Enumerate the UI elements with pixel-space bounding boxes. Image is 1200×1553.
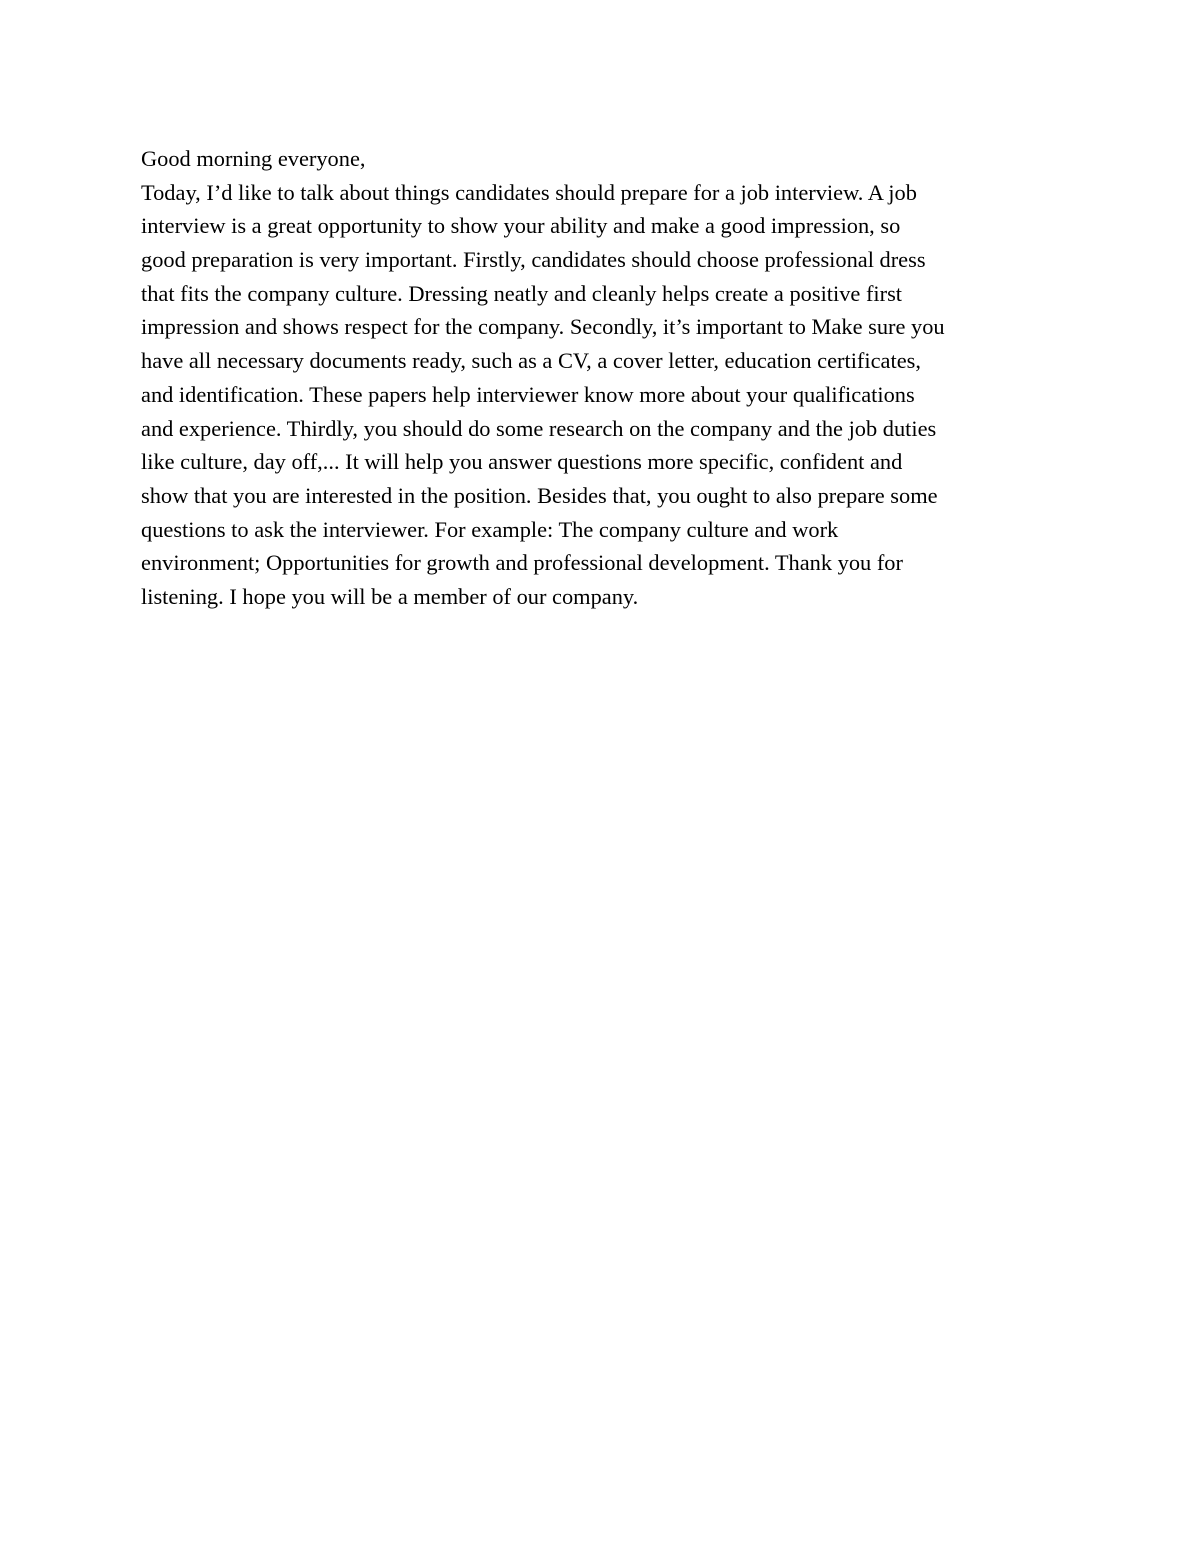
body-line: and identification. These papers help interviewer know more about your qualifications <box>141 381 915 407</box>
body-line: and experience. Thirdly, you should do some research on the company and the job duties <box>141 415 937 441</box>
greeting-line: Good morning everyone, <box>141 146 366 171</box>
body-line: listening. I hope you will be a member of our company. <box>141 583 639 609</box>
body-line: like culture, day off,... It will help you answer questions more specific, confident and <box>141 449 903 475</box>
body-line: show that you are interested in the position. Besides that, you ought to also prepare some <box>141 482 938 508</box>
document-body <box>141 142 1071 614</box>
body-line: impression and shows respect for the company. Secondly, it’s important to Make sure you <box>141 314 945 340</box>
body-line: that fits the company culture. Dressing neatly and cleanly helps create a positive first <box>141 280 903 306</box>
body-line: good preparation is very important. Firstly, candidates should choose professional dress <box>141 247 926 273</box>
body-line: environment; Opportunities for growth and professional development. Thank you for <box>141 550 903 576</box>
body-line: interview is a great opportunity to show your ability and make a good impression, so <box>141 213 901 239</box>
body-line: questions to ask the interviewer. For example: The company culture and work <box>141 516 839 542</box>
body-line: Today, I’d like to talk about things candidates should prepare for a job interview. A job <box>141 179 917 205</box>
body-line: have all necessary documents ready, such as a CV, a cover letter, education certificates, <box>141 348 921 374</box>
